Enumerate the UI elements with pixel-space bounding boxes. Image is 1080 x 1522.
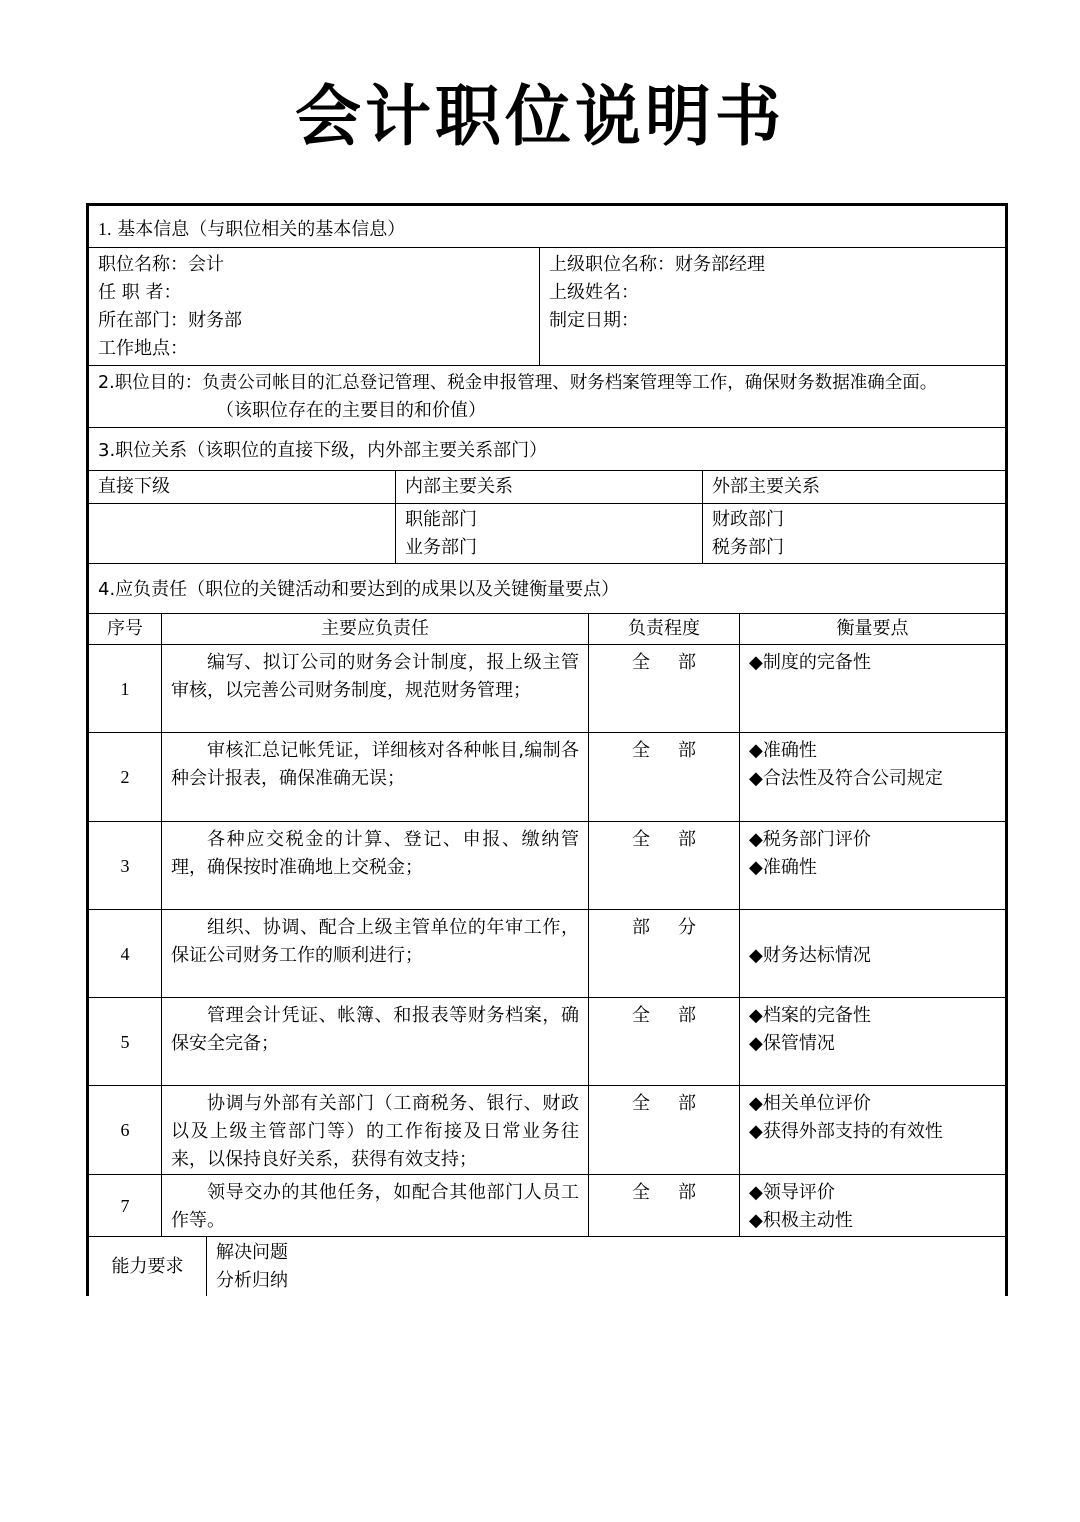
duty-degree <box>589 733 740 821</box>
measure-item: ◆档案的完备性 <box>749 1005 871 1026</box>
duty-degree <box>589 645 740 732</box>
duty-seq: 2 <box>89 733 162 821</box>
duty-measures <box>740 1175 1005 1236</box>
department: 所在部门：财务部 <box>98 310 242 331</box>
measure-item: ◆制度的完备性 <box>749 652 871 673</box>
degree-char: 部 <box>678 1005 696 1026</box>
duty-measures <box>740 733 1005 821</box>
degree-char: 全 <box>632 1182 650 1203</box>
section1-heading-row <box>89 206 1005 248</box>
section3-header-row <box>89 471 1005 504</box>
incumbent: 任 职 者： <box>98 282 182 303</box>
duty-measures <box>740 998 1005 1085</box>
duty-row <box>89 733 1005 822</box>
section1-title: 基本信息（与职位相关的基本信息） <box>117 219 406 240</box>
duty-row <box>89 822 1005 910</box>
duty-text: 管理会计凭证、帐簿、和报表等财务档案，确保安全完备； <box>162 998 589 1085</box>
duty-row <box>89 910 1005 998</box>
measure-item <box>749 914 996 942</box>
section1-heading <box>89 206 1005 247</box>
superior-name: 上级姓名： <box>549 282 639 303</box>
duty-degree <box>589 822 740 909</box>
ability-items <box>207 1237 1005 1296</box>
duty-seq: 5 <box>89 998 162 1085</box>
degree-char: 全 <box>632 829 650 850</box>
duty-seq: 1 <box>89 645 162 732</box>
duty-text: 领导交办的其他任务，如配合其他部门人员工作等。 <box>162 1175 589 1236</box>
section4-heading-row <box>89 564 1005 614</box>
section1-number: 1. <box>98 219 112 239</box>
duty-header: 主要应负责任 <box>162 614 589 644</box>
section4-heading: 4.应负责任（职位的关键活动和要达到的成果以及关键衡量要点） <box>98 579 620 600</box>
position-purpose-note: （该职位存在的主要目的和价值） <box>216 400 486 421</box>
duty-text: 协调与外部有关部门（工商税务、银行、财政以及上级主管部门等）的工作衔接及日常业务往来，以保持良好关系，获得有效支持； <box>162 1086 589 1174</box>
duty-row <box>89 998 1005 1086</box>
measure-item: ◆相关单位评价 <box>749 1093 871 1114</box>
basic-info-right <box>540 248 1005 365</box>
basic-info-left <box>89 248 540 365</box>
degree-char: 部 <box>678 829 696 850</box>
degree-char: 部 <box>678 740 696 761</box>
effective-date: 制定日期： <box>549 310 639 331</box>
section3-values-row <box>89 504 1005 564</box>
section3-heading-row <box>89 428 1005 471</box>
external-relation-header: 外部主要关系 <box>712 476 820 497</box>
direct-subordinate-header: 直接下级 <box>89 471 396 503</box>
degree-char: 部 <box>678 652 696 673</box>
duty-measures <box>740 910 1005 997</box>
ability-row <box>89 1237 1005 1296</box>
internal-relation-item: 业务部门 <box>405 537 477 558</box>
duty-seq: 4 <box>89 910 162 997</box>
duty-row <box>89 645 1005 733</box>
duty-degree <box>589 998 740 1085</box>
measure-item: ◆获得外部支持的有效性 <box>749 1121 943 1142</box>
job-description-form <box>86 203 1008 1296</box>
duty-row <box>89 1175 1005 1237</box>
internal-relation-item: 职能部门 <box>405 509 477 530</box>
duty-measures <box>740 1086 1005 1174</box>
position-purpose-text: 2.职位目的：负责公司帐目的汇总登记管理、税金申报管理、财务档案管理等工作，确保财务数据准确全面。 <box>98 373 938 393</box>
duty-seq: 3 <box>89 822 162 909</box>
duty-measures <box>740 645 1005 732</box>
direct-subordinate-value <box>89 504 396 563</box>
position-name: 职位名称：会计 <box>98 254 224 275</box>
measure-item: ◆税务部门评价 <box>749 829 871 850</box>
degree-header: 负责程度 <box>589 614 740 644</box>
duty-text: 编写、拟订公司的财务会计制度，报上级主管审核，以完善公司财务制度，规范财务管理； <box>162 645 589 732</box>
degree-char: 全 <box>632 652 650 673</box>
duty-text: 各种应交税金的计算、登记、申报、缴纳管理，确保按时准确地上交税金； <box>162 822 589 909</box>
measure-header: 衡量要点 <box>836 618 909 639</box>
section3-heading: 3.职位关系（该职位的直接下级，内外部主要关系部门） <box>98 440 548 461</box>
external-relations <box>703 504 1005 563</box>
duty-degree <box>589 1175 740 1236</box>
measure-item: ◆财务达标情况 <box>749 945 871 966</box>
degree-char: 分 <box>678 917 696 938</box>
degree-char: 部 <box>678 1182 696 1203</box>
internal-relation-header: 内部主要关系 <box>396 471 703 503</box>
degree-char: 全 <box>632 740 650 761</box>
duty-degree <box>589 910 740 997</box>
measure-item: ◆准确性 <box>749 740 817 761</box>
seq-header: 序号 <box>89 614 162 644</box>
measure-item: ◆准确性 <box>749 857 817 878</box>
duty-table-header <box>89 614 1005 645</box>
ability-item: 解决问题 <box>216 1242 288 1263</box>
degree-char: 部 <box>678 1093 696 1114</box>
measure-item: ◆合法性及符合公司规定 <box>749 768 943 789</box>
external-relation-item: 税务部门 <box>712 537 784 558</box>
external-relation-item: 财政部门 <box>712 509 784 530</box>
section2-row <box>89 366 1005 428</box>
duty-seq: 7 <box>89 1175 162 1236</box>
internal-relations <box>396 504 703 563</box>
work-location: 工作地点： <box>98 338 188 359</box>
duty-measures <box>740 822 1005 909</box>
section1-body-row <box>89 248 1005 366</box>
duty-text: 审核汇总记帐凭证，详细核对各种帐目,编制各种会计报表，确保准确无误； <box>162 733 589 821</box>
degree-char: 全 <box>632 1005 650 1026</box>
duty-row <box>89 1086 1005 1175</box>
degree-char: 全 <box>632 1093 650 1114</box>
measure-item: ◆领导评价 <box>749 1182 835 1203</box>
duty-text: 组织、协调、配合上级主管单位的年审工作，保证公司财务工作的顺利进行； <box>162 910 589 997</box>
ability-item: 分析归纳 <box>216 1270 288 1291</box>
measure-item: ◆积极主动性 <box>749 1210 853 1231</box>
duty-seq: 6 <box>89 1086 162 1174</box>
ability-label: 能力要求 <box>89 1237 207 1296</box>
position-purpose <box>89 366 1005 427</box>
degree-char: 部 <box>632 917 650 938</box>
page-title: 会计职位说明书 <box>295 78 785 155</box>
duty-degree <box>589 1086 740 1174</box>
superior-position: 上级职位名称：财务部经理 <box>549 254 765 275</box>
measure-item: ◆保管情况 <box>749 1033 835 1054</box>
